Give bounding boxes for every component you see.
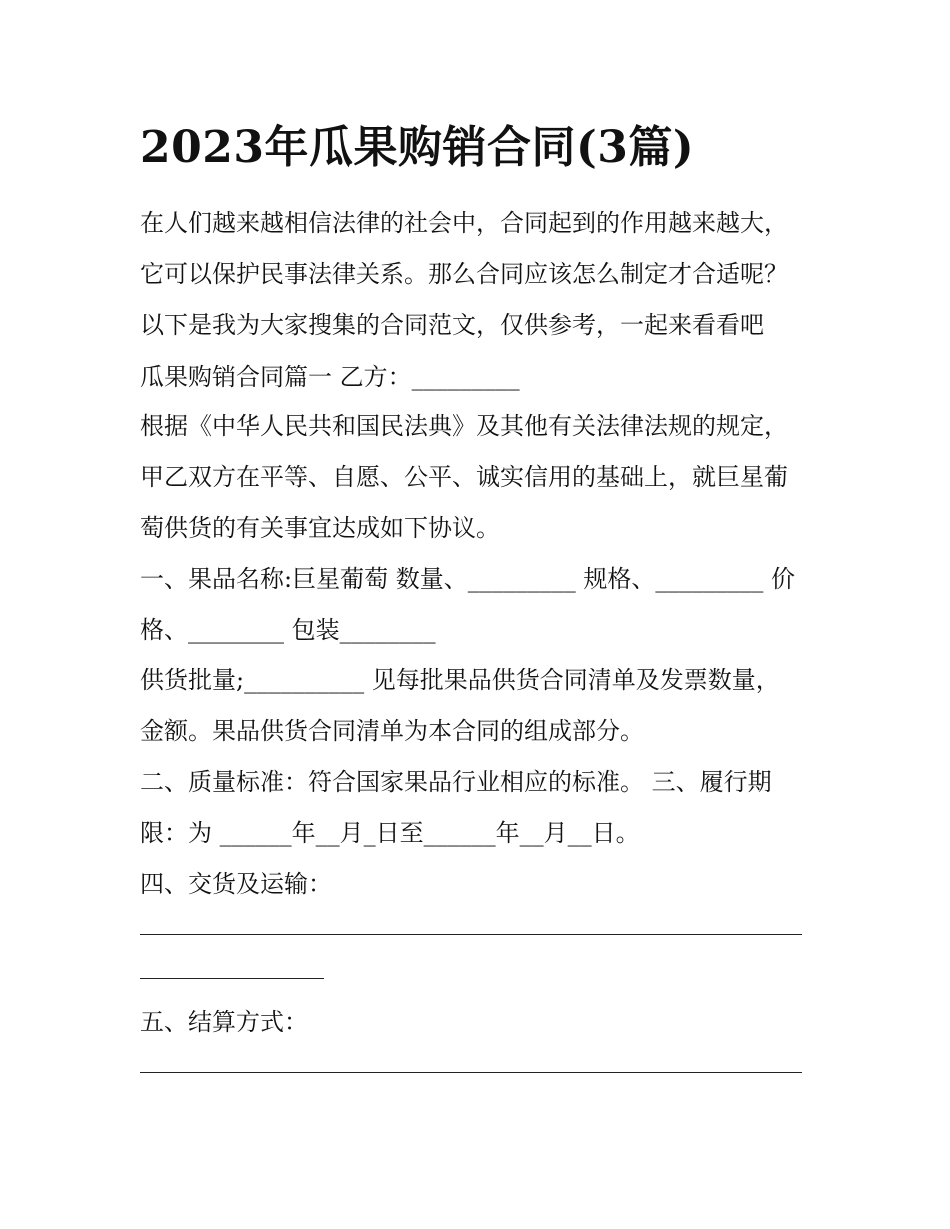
intro-line-3: 以下是我为大家搜集的合同范文，仅供参考，一起来看看吧 — [140, 311, 764, 339]
clause-4-heading: 四、交货及运输： — [140, 870, 332, 898]
contract-heading-party-b: 瓜果购销合同篇一 乙方：_________ — [140, 363, 520, 391]
supply-batch-line-1: 供货批量;__________ 见每批果品供货合同清单及发票数量， — [140, 666, 780, 694]
clause-2-3-line-1: 二、质量标准：符合国家果品行业相应的标准。 三、履行期 — [140, 768, 772, 796]
clause-1-line-1: 一、果品名称:巨星葡萄 数量、_________ 规格、_________ 价 — [140, 565, 795, 593]
clause-1-line-2: 格、________ 包装________ — [140, 616, 436, 644]
clause-3-line-2: 限：为 ______年__月_日至______年__月__日。 — [140, 819, 640, 847]
basis-line-1: 根据《中华人民共和国民法典》及其他有关法律法规的规定， — [140, 412, 788, 440]
basis-line-3: 萄供货的有关事宜达成如下协议。 — [140, 514, 500, 542]
delivery-blank-line-2 — [140, 978, 324, 979]
clause-5-heading: 五、结算方式： — [140, 1008, 308, 1036]
document-title: 2023年瓜果购销合同(3篇) — [140, 122, 695, 173]
intro-line-1: 在人们越来越相信法律的社会中，合同起到的作用越来越大， — [140, 209, 788, 237]
supply-batch-line-2: 金额。果品供货合同清单为本合同的组成部分。 — [140, 717, 644, 745]
basis-line-2: 甲乙双方在平等、自愿、公平、诚实信用的基础上，就巨星葡 — [140, 463, 788, 491]
settlement-blank-line — [140, 1072, 802, 1073]
intro-line-2: 它可以保护民事法律关系。那么合同应该怎么制定才合适呢？ — [140, 260, 788, 288]
delivery-blank-line-1 — [140, 934, 802, 935]
